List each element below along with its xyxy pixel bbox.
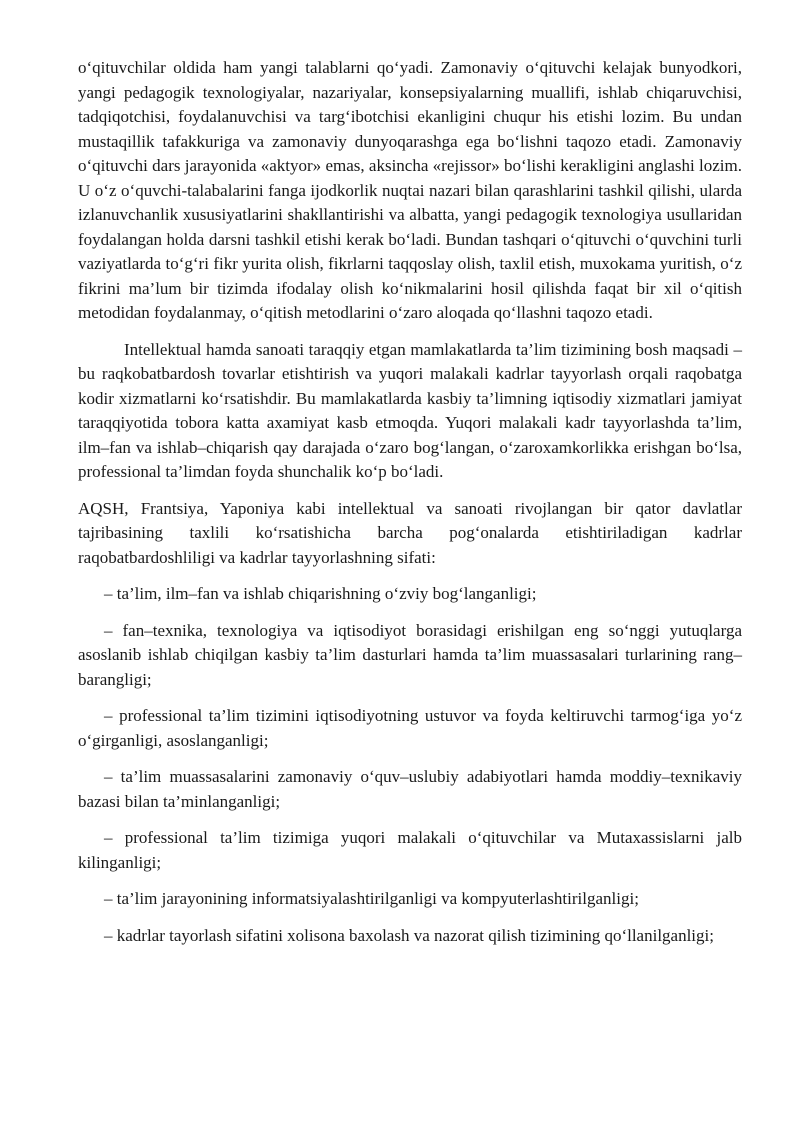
- list-item: – kadrlar tayorlash sifatini xolisona baxolash va nazorat qilish tizimining qo‘llanilganligi;: [104, 925, 714, 945]
- list-item: – professional ta’lim tizimini iqtisodiyotning ustuvor va foyda keltiruvchi tarmog‘iga yo‘z o‘girganligi, asoslanganligi;: [78, 706, 742, 750]
- paragraph-education-goal: Intellektual hamda sanoati taraqqiy etgan mamlakatlarda ta’lim tizimining bosh maqsadi – bu raqkobatbardosh tovarlar etishtirish va yuqori malakali kadrlar tayyorlash orqali raqobatga kodir xizmatlarni ko‘rsatishdir. Bu mamlakatlarda kasbiy ta’limning iqtisodiy xizmatlari jamiyat taraqqiyotida tobora katta axamiyat kasb etmoqda. Yuqori malakali kadr tayyorlashda ta’lim, ilm–fan va ishlab–chiqarish qay darajada o‘zaro bog‘langan, o‘zaroxamkorlikka erishgan bo‘lsa, professional ta’limdan foyda shunchalik ko‘p bo‘ladi.: [78, 339, 742, 481]
- list-item: – ta’lim muassasalarini zamonaviy o‘quv–uslubiy adabiyotlari hamda moddiy–texnikaviy bazasi bilan ta’minlanganligi;: [78, 767, 742, 811]
- list-item: – ta’lim, ilm–fan va ishlab chiqarishning o‘zviy bog‘langanligi;: [104, 584, 537, 603]
- list-item: – professional ta’lim tizimiga yuqori malakali o‘qituvchilar va Mutaxassislarni jalb kilinganligi;: [78, 828, 742, 872]
- document-page: [78, 56, 742, 960]
- paragraph-countries-experience: AQSH, Frantsiya, Yaponiya kabi intellektual va sanoati rivojlangan bir qator davlatlar tajribasining taxlili ko‘rsatishicha barcha pog‘onalarda etishtiriladigan kadrlar raqobatbardoshliligi va kadrlar tayyorlashning sifati:: [78, 498, 742, 567]
- list-item: – fan–texnika, texnologiya va iqtisodiyot borasidagi erishilgan eng so‘nggi yutuqlarga asoslanib ishlab chiqilgan kasbiy ta’lim dasturlari hamda ta’lim muassasalari turlarining rang–barangligi;: [78, 620, 742, 689]
- list-item: – ta’lim jarayonining informatsiyalashtirilganligi va kompyuterlashtirilganligi;: [104, 889, 639, 908]
- paragraph-teacher-role: o‘qituvchilar oldida ham yangi talablarni qo‘yadi. Zamonaviy o‘qituvchi kelajak bunyodkori, yangi pedagogik texnologiyalar, nazariyalar, konsepsiyalarning muallifi, ishlab chiqaruvchisi, tadqiqotchisi, foydalanuvchisi va targ‘ibotchisi ekanligini chuqur his etishi lozim. Bu undan mustaqillik tafakkuriga va zamonaviy dunyoqarashga ega bo‘lishni taqozo etadi. Zamonaviy o‘qituvchi dars jarayonida «aktyor» emas, aksincha «rejissor» bo‘lishi kerakligini anglashi lozim. U o‘z o‘quvchi-talabalarini fanga ijodkorlik nuqtai nazari bilan qarashlarini tashkil qilishi, ularda izlanuvchanlik xususiyatlarini shakllantirishi va albatta, yangi pedagogik texnologiya usullaridan foydalangan holda darsni tashkil etishi kerak bo‘ladi. Bundan tashqari o‘qituvchi o‘quvchini turli vaziyatlarda to‘g‘ri fikr yurita olish, fikrlarni taqqoslay olish, taxlil etish, muxokama yuritish, o‘z fikrini ma’lum bir tizimda ifodalay olish ko‘nikmalarini hosil qilishda faqat bir xil o‘qitish metodidan foydalanmay, o‘qitish metodlarini o‘zaro aloqada qo‘llashni taqozo etadi.: [78, 58, 742, 322]
